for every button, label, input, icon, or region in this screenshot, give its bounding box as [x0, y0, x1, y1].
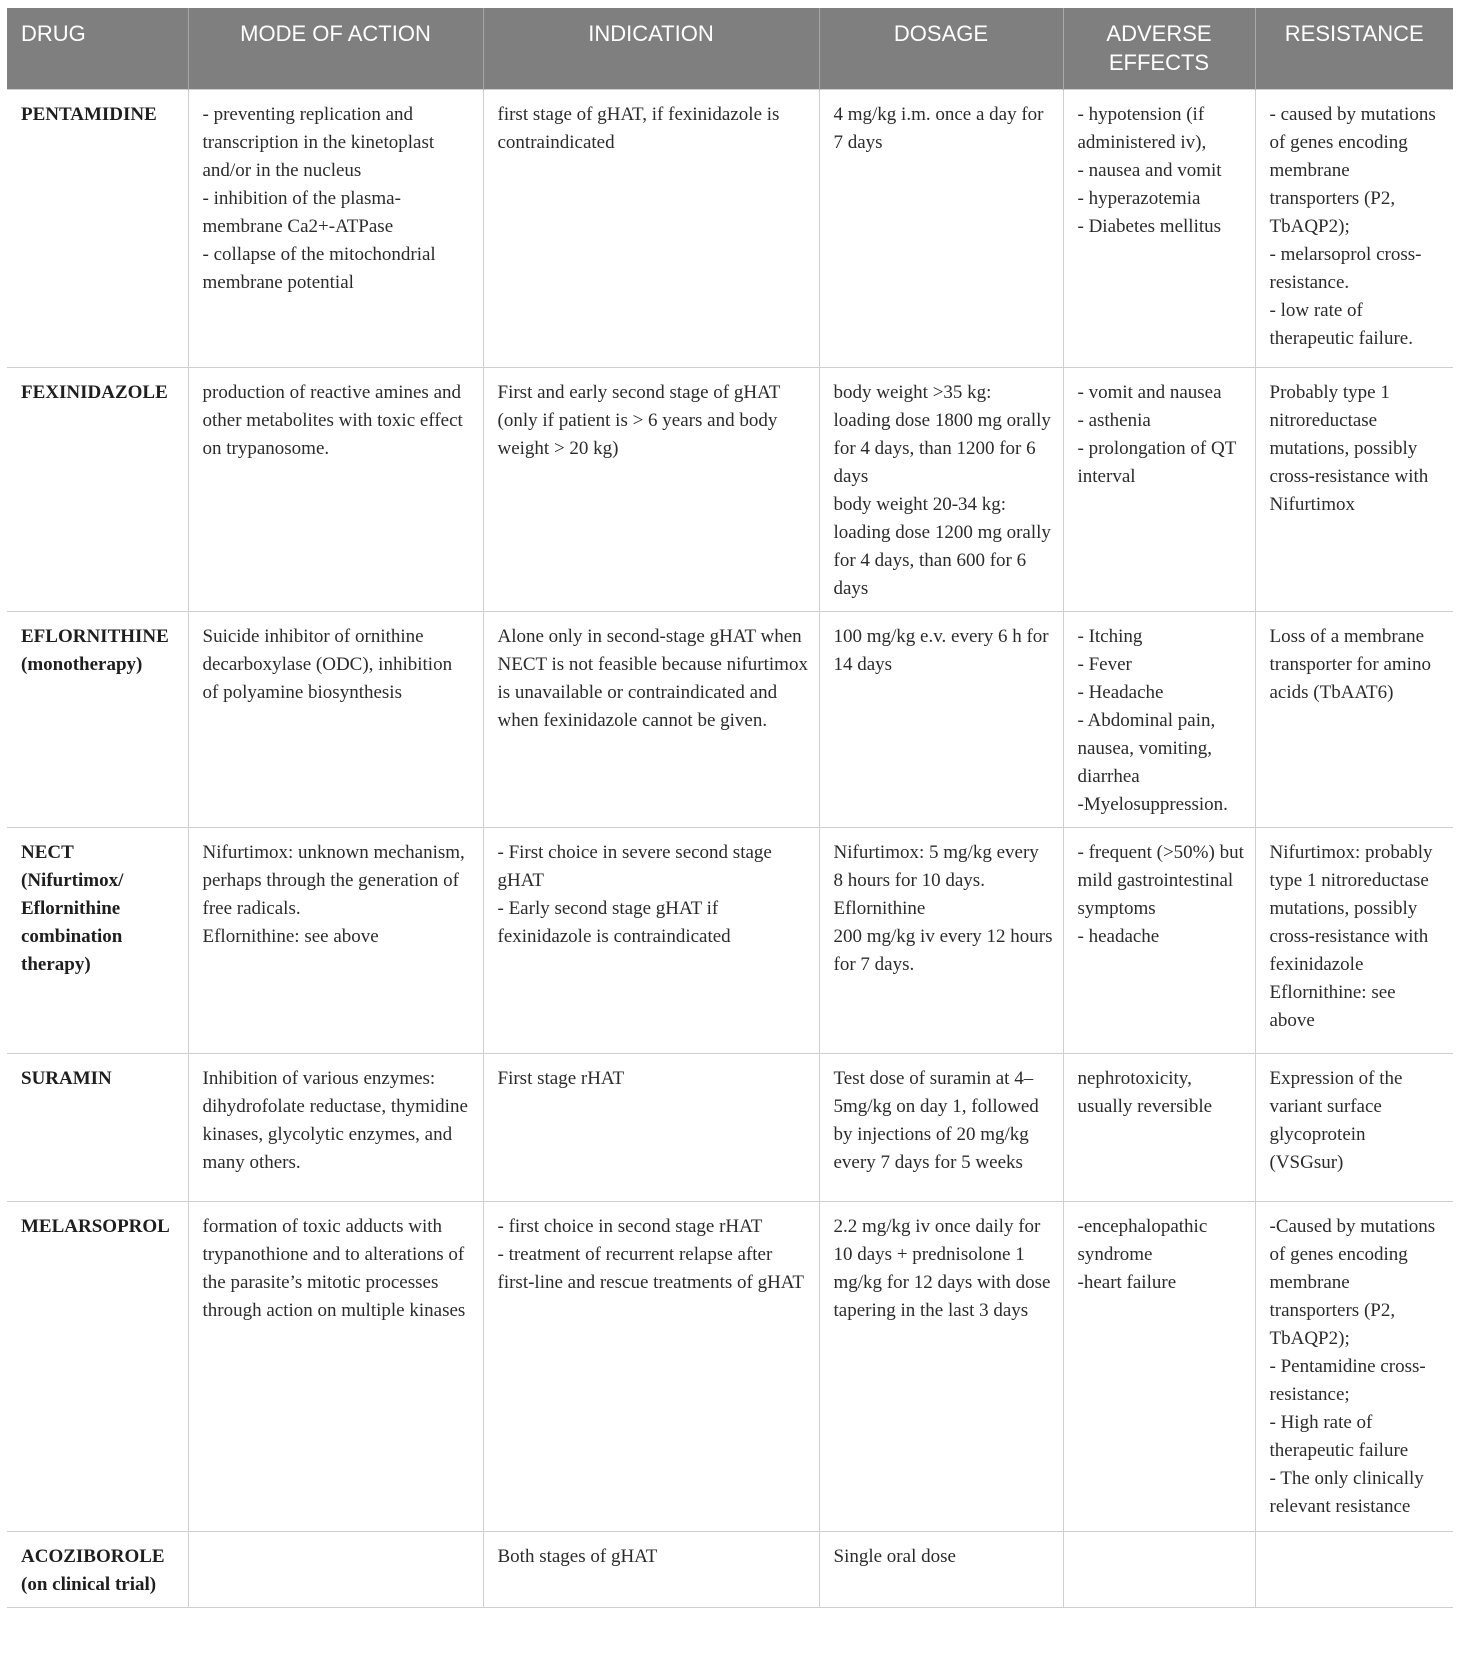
- cell-adverse-effects: - vomit and nausea - asthenia - prolongation of QT interval: [1063, 368, 1255, 612]
- cell-drug: PENTAMIDINE: [7, 90, 188, 368]
- cell-dosage: 4 mg/kg i.m. once a day for 7 days: [819, 90, 1063, 368]
- cell-indication: First and early second stage of gHAT (only if patient is > 6 years and body weight > 20 kg): [483, 368, 819, 612]
- cell-resistance: - caused by mutations of genes encoding membrane transporters (P2, TbAQP2); - melarsoprol cross-resistance. - low rate of therapeutic failure.: [1255, 90, 1453, 368]
- cell-adverse-effects: - hypotension (if administered iv), - nausea and vomit - hyperazotemia - Diabetes mellitus: [1063, 90, 1255, 368]
- cell-mode-of-action: formation of toxic adducts with trypanothione and to alterations of the parasite’s mitotic processes through action on multiple kinases: [188, 1202, 483, 1532]
- cell-adverse-effects: - Itching - Fever - Headache - Abdominal pain, nausea, vomiting, diarrhea -Myelosuppression.: [1063, 612, 1255, 828]
- cell-resistance: Nifurtimox: probably type 1 nitroreductase mutations, possibly cross-resistance with fexinidazole Eflornithine: see above: [1255, 828, 1453, 1054]
- cell-resistance: -Caused by mutations of genes encoding membrane transporters (P2, TbAQP2); - Pentamidine cross-resistance; - High rate of therapeutic failure - The only clinically relevant resistance: [1255, 1202, 1453, 1532]
- cell-adverse-effects: - frequent (>50%) but mild gastrointestinal symptoms - headache: [1063, 828, 1255, 1054]
- cell-resistance: Expression of the variant surface glycoprotein (VSGsur): [1255, 1054, 1453, 1202]
- cell-adverse-effects: [1063, 1532, 1255, 1608]
- table-row: [7, 1054, 1453, 1202]
- header-indication: INDICATION: [483, 8, 819, 90]
- cell-dosage: 100 mg/kg e.v. every 6 h for 14 days: [819, 612, 1063, 828]
- cell-mode-of-action: - preventing replication and transcription in the kinetoplast and/or in the nucleus - inhibition of the plasma-membrane Ca2+-ATPase - collapse of the mitochondrial membrane potential: [188, 90, 483, 368]
- cell-adverse-effects: nephrotoxicity, usually reversible: [1063, 1054, 1255, 1202]
- cell-resistance: [1255, 1532, 1453, 1608]
- cell-resistance: Probably type 1 nitroreductase mutations, possibly cross-resistance with Nifurtimox: [1255, 368, 1453, 612]
- table-row: [7, 828, 1453, 1054]
- cell-mode-of-action: Nifurtimox: unknown mechanism, perhaps through the generation of free radicals. Eflornithine: see above: [188, 828, 483, 1054]
- header-dosage: DOSAGE: [819, 8, 1063, 90]
- table-row: [7, 90, 1453, 368]
- cell-indication: Both stages of gHAT: [483, 1532, 819, 1608]
- cell-dosage: 2.2 mg/kg iv once daily for 10 days + prednisolone 1 mg/kg for 12 days with dose tapering in the last 3 days: [819, 1202, 1063, 1532]
- cell-mode-of-action: Inhibition of various enzymes: dihydrofolate reductase, thymidine kinases, glycolytic enzymes, and many others.: [188, 1054, 483, 1202]
- cell-drug: FEXINIDAZOLE: [7, 368, 188, 612]
- cell-indication: - First choice in severe second stage gHAT - Early second stage gHAT if fexinidazole is contraindicated: [483, 828, 819, 1054]
- header-drug: DRUG: [7, 8, 188, 90]
- cell-indication: first stage of gHAT, if fexinidazole is contraindicated: [483, 90, 819, 368]
- cell-indication: First stage rHAT: [483, 1054, 819, 1202]
- cell-resistance: Loss of a membrane transporter for amino acids (TbAAT6): [1255, 612, 1453, 828]
- cell-mode-of-action: [188, 1532, 483, 1608]
- cell-mode-of-action: production of reactive amines and other metabolites with toxic effect on trypanosome.: [188, 368, 483, 612]
- cell-indication: Alone only in second-stage gHAT when NECT is not feasible because nifurtimox is unavailable or contraindicated and when fexinidazole cannot be given.: [483, 612, 819, 828]
- cell-dosage: Nifurtimox: 5 mg/kg every 8 hours for 10 days. Eflornithine 200 mg/kg iv every 12 hours for 7 days.: [819, 828, 1063, 1054]
- cell-drug: SURAMIN: [7, 1054, 188, 1202]
- header-resistance: RESISTANCE: [1255, 8, 1453, 90]
- cell-drug: ACOZIBOROLE (on clinical trial): [7, 1532, 188, 1608]
- cell-drug: EFLORNITHINE (monotherapy): [7, 612, 188, 828]
- table-header-row: [7, 8, 1453, 90]
- cell-dosage: Single oral dose: [819, 1532, 1063, 1608]
- cell-mode-of-action: Suicide inhibitor of ornithine decarboxylase (ODC), inhibition of polyamine biosynthesis: [188, 612, 483, 828]
- cell-drug: NECT (Nifurtimox/ Eflornithine combination therapy): [7, 828, 188, 1054]
- table-row: [7, 612, 1453, 828]
- table-row: [7, 1532, 1453, 1608]
- table-row: [7, 368, 1453, 612]
- cell-dosage: body weight >35 kg: loading dose 1800 mg orally for 4 days, than 1200 for 6 days body weight 20-34 kg: loading dose 1200 mg orally for 4 days, than 600 for 6 days: [819, 368, 1063, 612]
- header-adverse-effects: ADVERSE EFFECTS: [1063, 8, 1255, 90]
- table-row: [7, 1202, 1453, 1532]
- drug-comparison-table: [7, 8, 1453, 1608]
- cell-indication: - first choice in second stage rHAT - treatment of recurrent relapse after first-line and rescue treatments of gHAT: [483, 1202, 819, 1532]
- cell-adverse-effects: -encephalopathic syndrome -heart failure: [1063, 1202, 1255, 1532]
- cell-dosage: Test dose of suramin at 4–5mg/kg on day 1, followed by injections of 20 mg/kg every 7 days for 5 weeks: [819, 1054, 1063, 1202]
- header-mode-of-action: MODE OF ACTION: [188, 8, 483, 90]
- cell-drug: MELARSOPROL: [7, 1202, 188, 1532]
